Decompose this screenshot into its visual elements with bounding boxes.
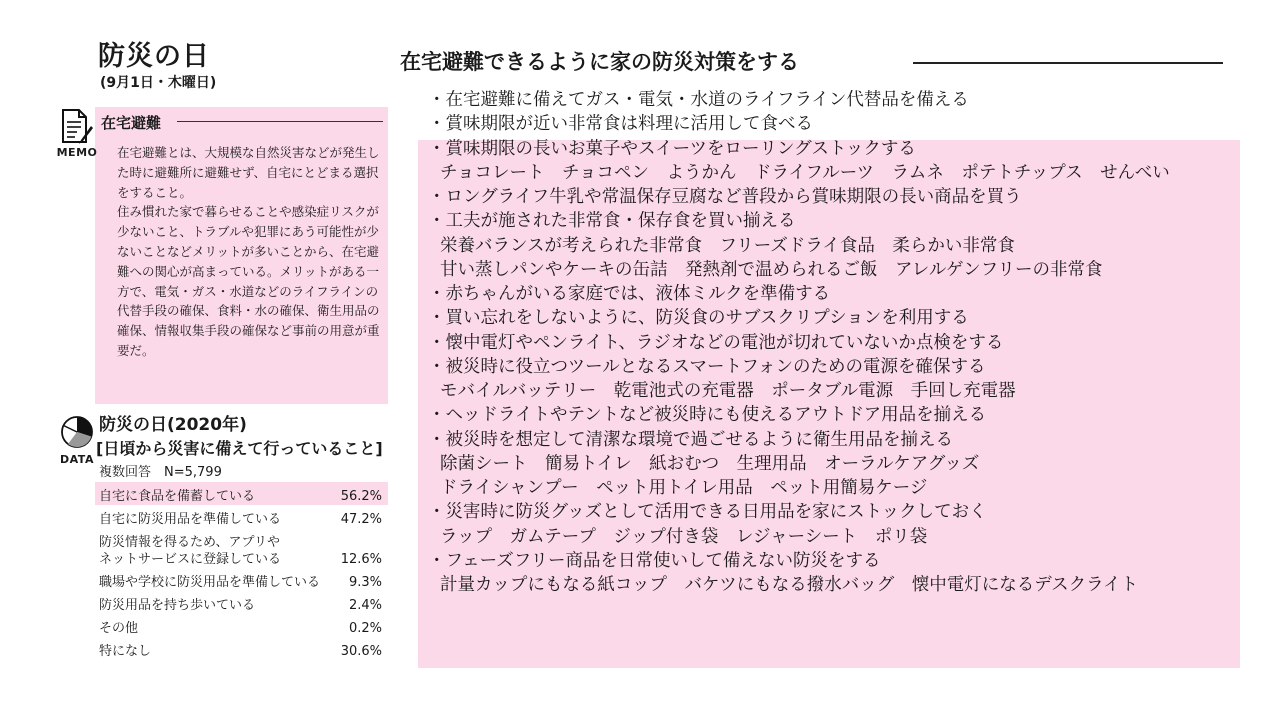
survey-row — [95, 528, 388, 568]
pie-chart-icon — [56, 412, 98, 468]
tip-item: ・ヘッドライトやテントなど被災時にも使えるアウトドア用品を揃える — [428, 405, 987, 426]
survey-label: 特になし — [99, 644, 152, 659]
survey-label: 職場や学校に防災用品を準備している — [99, 575, 321, 590]
tip-item: ・賞味期限の長いお菓子やスイーツをローリングストックする — [428, 138, 916, 159]
tip-examples: 計量カップにもなる紙コップ バケツにもなる撥水バッグ 懐中電灯になるデスクライト — [440, 575, 1139, 595]
survey-label: 防災情報を得るため、アプリや ネットサービスに登録している — [99, 535, 282, 567]
tips-list — [418, 88, 1240, 597]
memo-heading-rule — [177, 121, 383, 122]
memo-icon-label: MEMO — [56, 146, 98, 159]
tip-item: ・賞味期限が近い非常食は料理に活用して食べる — [428, 114, 813, 135]
tip-examples: 除菌シート 簡易トイレ 紙おむつ 生理用品 オーラルケアグッズ — [440, 453, 980, 474]
page-subtitle: (9月1日・木曜日) — [100, 75, 217, 91]
data-title: 防災の日(2020年) — [99, 415, 247, 435]
tip-examples: 栄養バランスが考えられた非常食 フリーズドライ食品 柔らかい非常食 — [440, 235, 1015, 256]
memo-text — [117, 143, 385, 361]
survey-row — [95, 568, 388, 591]
tip-item: ・災害時に防災グッズとして活用できる日用品を家にストックしておく — [428, 502, 987, 523]
tip-examples: 甘い蒸しパンやケーキの缶詰 発熱剤で温められるご飯 アレルゲンフリーの非常食 — [440, 259, 1103, 280]
main-heading: 在宅避難できるように家の防災対策をする — [400, 50, 799, 74]
memo-paragraph: 在宅避難とは、大規模な自然災害などが発生した時に避難所に避難せず、自宅にとどまる選択をすること。 — [117, 145, 380, 200]
survey-row — [95, 505, 388, 528]
survey-label: 防災用品を持ち歩いている — [99, 598, 256, 613]
survey-value: 30.6% — [340, 644, 382, 659]
survey-label: その他 — [99, 621, 139, 636]
data-icon-label: DATA — [60, 453, 94, 466]
tip-examples: ドライシャンプー ペット用トイレ用品 ペット用簡易ケージ — [440, 478, 928, 498]
memo-paragraph: 住み慣れた家で暮らせることや感染症リスクが少ないこと、トラブルや犯罪にあう可能性が少ないことなどメリットが多いことから、在宅避難への関心が高まっている。メリットがある一方で、電気・ガス・水道などのライフラインの代替手段の確保、食料・水の確保、衛生用品の確保、情報収集手段の確保など事前の用意が重要だ。 — [117, 204, 380, 358]
tip-item: ・被災時に役立つツールとなるスマートフォンのための電源を確保する — [428, 356, 986, 377]
tip-item: ・買い忘れをしないように、防災食のサブスクリプションを利用する — [428, 308, 969, 329]
survey-value: 56.2% — [340, 489, 382, 504]
data-question: [日頃から災害に備えて行っていること] — [96, 439, 383, 458]
tip-item: ・赤ちゃんがいる家庭では、液体ミルクを準備する — [428, 284, 831, 304]
survey-value: 9.3% — [348, 575, 382, 590]
tip-examples: チョコレート チョコペン ようかん ドライフルーツ ラムネ ポテトチップス せんべい — [440, 162, 1170, 183]
survey-label: 自宅に防災用品を準備している — [99, 512, 282, 527]
survey-value: 12.6% — [340, 552, 382, 567]
tip-item: ・在宅避難に備えてガス・電気・水道のライフライン代替品を備える — [428, 90, 969, 110]
memo-heading: 在宅避難 — [101, 114, 162, 132]
survey-value: 47.2% — [340, 512, 382, 527]
memo-icon — [56, 108, 98, 160]
tip-item: ・被災時を想定して清潔な環境で過ごせるように衛生用品を揃える — [428, 429, 953, 450]
survey-row — [95, 482, 388, 505]
survey-value: 0.2% — [348, 621, 382, 636]
tip-item: ・フェーズフリー商品を日常使いして備えない防災をする — [428, 550, 881, 571]
tip-examples: ラップ ガムテープ ジップ付き袋 レジャーシート ポリ袋 — [440, 526, 928, 547]
survey-table — [95, 482, 388, 660]
survey-label: 自宅に食品を備蓄している — [99, 489, 256, 504]
tip-examples: モバイルバッテリー 乾電池式の充電器 ポータブル電源 手回し充電器 — [440, 381, 1016, 401]
tip-item: ・工夫が施された非常食・保存食を買い揃える — [428, 211, 796, 232]
data-note: 複数回答 N=5,799 — [99, 465, 222, 480]
survey-row — [95, 591, 388, 614]
page-title: 防災の日 — [98, 41, 210, 72]
main-heading-rule — [913, 62, 1223, 64]
tip-item: ・ロングライフ牛乳や常温保存豆腐など普段から賞味期限の長い商品を買う — [428, 187, 1022, 207]
survey-row — [95, 637, 388, 660]
survey-row — [95, 614, 388, 637]
survey-value: 2.4% — [348, 598, 382, 613]
tip-item: ・懐中電灯やペンライト、ラジオなどの電池が切れていないか点検をする — [428, 332, 1004, 353]
